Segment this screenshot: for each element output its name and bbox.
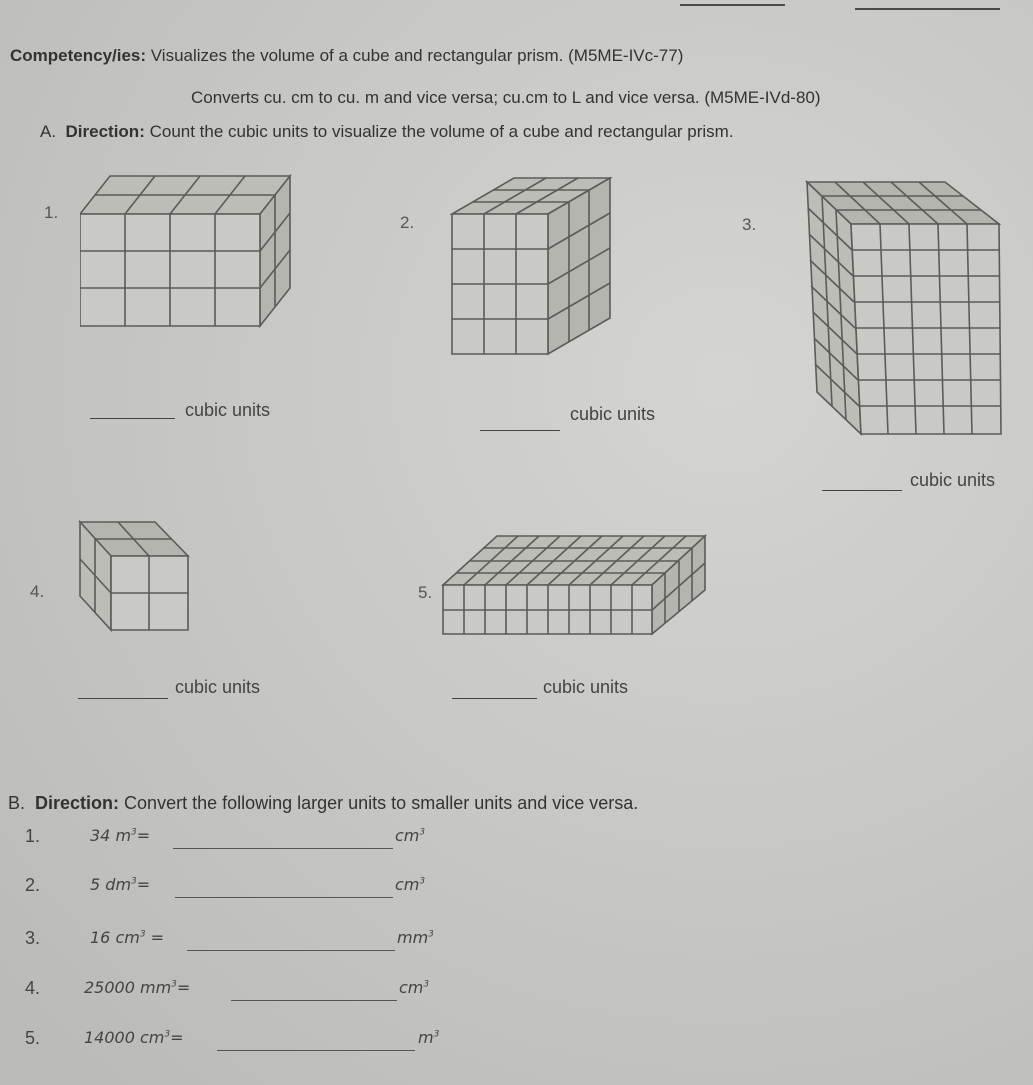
conversion-item-5: 5. 14000 $cm^3=$ $m^3$ — [0, 1028, 600, 1058]
figure-a1-prism — [80, 170, 300, 330]
conversion-target-unit-2: $cm^3$ — [395, 875, 426, 894]
figure-a3-prism — [805, 178, 1005, 438]
conversion-expression-3: 16 $cm^3$ = — [90, 928, 165, 947]
conversion-item-4: 4. 25000 $mm^3=$ $cm^3$ — [0, 978, 600, 1008]
answer-blank-a1[interactable] — [90, 418, 175, 419]
conversion-expression-5: 14000 $cm^3=$ — [84, 1028, 184, 1047]
competency-line-1: Competency/ies: Visualizes the volume of a cube and rectangular prism. (M5ME-IVc-77) — [10, 46, 684, 65]
answer-suffix-a1: cubic units — [185, 400, 271, 420]
conversion-answer-blank-3[interactable] — [187, 950, 395, 951]
competency-line-2: Converts cu. cm to cu. m and vice versa; cu.cm to L and vice versa. (M5ME-IVd-80) — [191, 88, 821, 107]
figure-a4-cube — [78, 520, 193, 635]
conversion-item-1: 1. 34 $m^3=$ $cm^3$ — [0, 826, 600, 856]
answer-blank-a5[interactable] — [452, 698, 537, 699]
answer-suffix-a4: cubic units — [175, 677, 261, 697]
figure-a2-prism — [450, 174, 620, 364]
conversion-answer-blank-1[interactable] — [173, 848, 393, 849]
conversion-expression-2: 5 $dm^3=$ — [90, 875, 151, 894]
competency-label: Competency/ies: — [10, 46, 147, 65]
name-blank-line[interactable] — [680, 4, 785, 6]
conversion-answer-blank-4[interactable] — [231, 1000, 397, 1001]
item-a3-number: 3. — [742, 215, 757, 234]
section-b-direction: B. Direction: Convert the following larger units to smaller units and vice versa. — [8, 793, 639, 813]
conversion-item-2: 2. 5 $dm^3=$ $cm^3$ — [0, 875, 600, 905]
answer-blank-a2[interactable] — [480, 430, 560, 431]
answer-suffix-a5: cubic units — [543, 677, 629, 697]
figure-a5-prism — [440, 530, 710, 635]
conversion-item-3: 3. 16 $cm^3$ = $mm^3$ — [0, 928, 600, 958]
answer-blank-a4[interactable] — [78, 698, 168, 699]
conversion-expression-4: 25000 $mm^3=$ — [84, 978, 191, 997]
item-a2-number: 2. — [400, 213, 415, 232]
item-a1-number: 1. — [44, 203, 59, 222]
section-a-direction: A. Direction: Count the cubic units to visualize the volume of a cube and rectangular prism. — [40, 122, 734, 141]
conversion-target-unit-5: $m^3$ — [418, 1028, 440, 1047]
conversion-answer-blank-2[interactable] — [175, 897, 393, 898]
conversion-target-unit-3: $mm^3$ — [397, 928, 434, 947]
date-blank-line[interactable] — [855, 8, 1000, 10]
answer-blank-a3[interactable] — [822, 490, 902, 491]
item-a5-number: 5. — [418, 583, 433, 602]
answer-suffix-a3: cubic units — [910, 470, 996, 490]
answer-suffix-a2: cubic units — [570, 404, 656, 424]
conversion-expression-1: 34 $m^3=$ — [90, 826, 151, 845]
item-a4-number: 4. — [30, 582, 45, 601]
conversion-target-unit-1: $cm^3$ — [395, 826, 426, 845]
conversion-target-unit-4: $cm^3$ — [399, 978, 430, 997]
conversion-answer-blank-5[interactable] — [217, 1050, 415, 1051]
